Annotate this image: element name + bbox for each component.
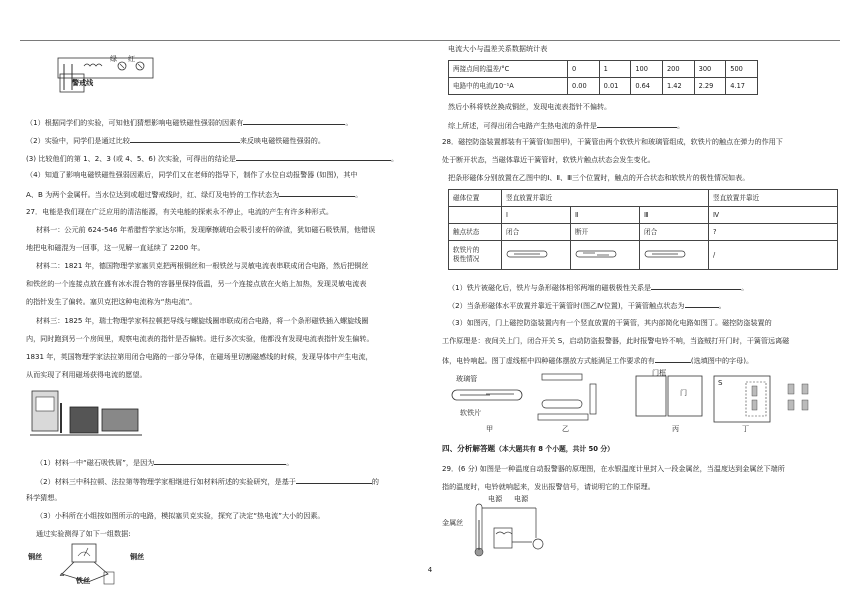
q28-sub1-text: （1）铁片被磁化后，铁片与条形磁体相邻两端的磁极极性关系是	[448, 283, 652, 292]
table-header: 竖直放置并靠近	[709, 190, 838, 207]
q27-title: 27．电能是我们现在广泛应用的清洁能源，有关电能的探索永不停止，电流的产生有许多种形式。	[26, 207, 333, 216]
table-cell: 500	[726, 61, 758, 78]
temperature-alarm-figure	[446, 498, 556, 560]
table-cell: 0.00	[568, 78, 600, 95]
table-cell: 1.42	[662, 78, 694, 95]
header-rule	[20, 40, 840, 41]
q27-sub2-text: （2）材料三中科拉顿、法拉第等物理学家相继进行如材料所述的实验研究，是基于	[36, 477, 296, 486]
q27-sub2-text-end: 的	[371, 477, 379, 486]
material-1b: 地把电和磁混为一回事，这一见解一直延续了 2200 年。	[26, 243, 205, 252]
q29-a: 29．(6 分) 如图是一种温度自动报警器的原理图，在水银温度计里封入一段金属丝，当温度达到金属丝下端所	[442, 464, 785, 473]
q28-c: 把条形磁体分别放置在乙图中的Ⅰ、Ⅱ、Ⅲ三个位置时，触点的开合状态和软铁片的极性情况如表。	[448, 173, 750, 182]
material-3b: 内，同时跑到另一个房间里，观察电流表的指针是否偏转。进行多次实验，他都没有发现电流表指针发生偏转。	[26, 334, 374, 343]
section-4-note: （本大题共有 8 个小题，共计 50 分）	[495, 445, 614, 453]
table-cell: 0.64	[631, 78, 663, 95]
q27-sub1-text: （1）材料一中“磁石吸铁屑”，是因为	[36, 458, 155, 467]
table-cell: 2.29	[694, 78, 726, 95]
table-header: 磁体位置	[449, 190, 502, 207]
reed-switch-table	[448, 189, 838, 270]
table-cell: 电路中的电流/10⁻¹A	[449, 78, 568, 95]
table-cell: Ⅲ	[640, 207, 709, 224]
reed-switch-icon	[644, 249, 686, 259]
q27-sub2	[36, 475, 379, 487]
q28-sub3d-text: (选填图中的字母)。	[690, 356, 754, 365]
table-cell: 闭合	[640, 224, 709, 241]
reed-switch-figures	[446, 370, 838, 430]
fig-label-jia: 甲	[486, 424, 494, 433]
answer-blank[interactable]	[296, 475, 372, 484]
table-cell: 0.01	[599, 78, 631, 95]
material-2b: 和铁丝的一个连接点放在盛有冰水混合物的容器里保持低温，另一个连接点放在火焰上加热，发现灵敏电流表	[26, 279, 367, 288]
table-row	[449, 224, 838, 241]
material-3a: 材料三：1825 年，瑞士物理学家科拉顿把导线与螺旋线圈串联成闭合电路，将一个条形磁铁插入螺旋线圈	[36, 316, 369, 325]
q26-sub3-text: (3) 比较他们的第 1、2、3 (或 4、5、6) 次实验，可得出的结论是	[26, 154, 236, 163]
table-cell: 300	[694, 61, 726, 78]
table-cell: 1	[599, 61, 631, 78]
fig-label-s: S	[718, 378, 723, 387]
table-cell: 闭合	[502, 224, 571, 241]
label-copper-2: 铜丝	[130, 552, 145, 561]
material-3d: 从而实现了利用磁场获得电流的愿望。	[26, 370, 147, 379]
fig-label-door-frame: 门框	[652, 368, 667, 377]
q28-sub1: （1）铁片被磁化后，铁片与条形磁体相邻两端的磁极极性关系是 。	[448, 283, 749, 292]
table-header: 竖直放置并靠近	[502, 190, 709, 207]
section-4-heading: 四、分析解答题	[442, 444, 496, 453]
answer-blank[interactable]	[655, 354, 691, 363]
table-cell	[449, 207, 502, 224]
material-1a: 材料一：公元前 624-546 年希腊哲学家达尔斯，发现摩擦琥珀会吸引麦杆的碎渣，犹如磁石吸铁屑，他错误	[36, 225, 376, 234]
q26-sub1: （1）根据同学们的实验，可知他们猜想影响电磁铁磁性强弱的因素有 。	[26, 118, 353, 127]
q26-sub1-text: （1）根据同学们的实验，可知他们猜想影响电磁铁磁性强弱的因素有	[26, 118, 244, 127]
q27-sub3: （3）小科所在小组按如图所示的电路，模拟塞贝克实验，探究了决定“热电流”大小的因素。	[36, 511, 325, 520]
water-level-alarm-figure	[50, 52, 160, 102]
table-cell: 100	[631, 61, 663, 78]
table-cell: 0	[568, 61, 600, 78]
label-alarm-line: 警戒线	[72, 78, 94, 87]
table-cell: ?	[709, 224, 838, 241]
table-cell: 两接点间的温差/°C	[449, 61, 568, 78]
table-row	[449, 241, 838, 270]
answer-blank[interactable]	[236, 152, 391, 161]
fig-label-ding: 丁	[742, 424, 750, 433]
table-cell	[640, 241, 709, 270]
q26-sub2-text-end: 来反映电磁铁磁性强弱的。	[239, 136, 325, 145]
after-text-2-content: 综上所述，可得出闭合电路产生热电流的条件是	[448, 121, 597, 130]
fig-label-door: 门	[680, 388, 688, 397]
label-power-1: 电源	[488, 494, 503, 503]
material-3c: 1831 年，英国物理学家法拉第用闭合电路的一部分导体，在磁场里切割磁感线的时候，发现导体中产生电流，	[26, 352, 373, 361]
table-row	[449, 78, 758, 95]
q28-sub3a: （3）如图丙，门上磁控防盗装置内有一个竖直放置的干簧管，其内部简化电路如图丁。磁控防盗装置的	[448, 318, 772, 327]
label-red: 红	[128, 54, 136, 63]
q26-sub2-text: （2）实验中，同学们是通过比较	[26, 136, 130, 145]
q29-b: 指的温度时，电铃就响起来，发出报警信号，请说明它的工作原理。	[442, 482, 655, 491]
lab-scene-figure	[30, 389, 142, 441]
label-iron: 铁丝	[76, 576, 91, 585]
q26-sub4b: A、B 为两个金属杆。当水位达到或超过警戒线时，红、绿灯及电铃的工作状态为 。	[26, 190, 363, 199]
q26-sub4b-text: A、B 为两个金属杆。当水位达到或超过警戒线时，红、绿灯及电铃的工作状态为	[26, 190, 280, 199]
reed-switch-icon	[575, 249, 617, 259]
q26-sub4a: （4）知道了影响电磁铁磁性强弱因素后，同学们又在老师的指导下，制作了水位自动报警器 (如图)，其中	[26, 170, 358, 179]
page-number: 4	[427, 566, 433, 574]
table-cell	[571, 241, 640, 270]
reed-switch-icon	[506, 249, 548, 259]
table-cell: Ⅳ	[709, 207, 838, 224]
table-row	[449, 190, 838, 207]
fig-label-yi: 乙	[562, 424, 570, 433]
q27-sub1: （1）材料一中“磁石吸铁屑”，是因为 。	[36, 458, 294, 467]
q26-sub3: (3) 比较他们的第 1、2、3 (或 4、5、6) 次实验，可得出的结论是 。	[26, 154, 399, 163]
label-green: 绿	[110, 54, 118, 63]
table-cell: 断开	[571, 224, 640, 241]
after-text-2: 综上所述，可得出闭合电路产生热电流的条件是 。	[448, 121, 685, 130]
answer-blank[interactable]	[685, 299, 719, 308]
table-cell: 4.17	[726, 78, 758, 95]
answer-blank[interactable]	[597, 119, 677, 128]
q27-sub2-cont: 科学猜想。	[26, 493, 62, 502]
label-copper-1: 铜丝	[28, 552, 43, 561]
temperature-current-table	[448, 60, 758, 95]
answer-blank[interactable]	[651, 281, 741, 290]
q28-sub3c	[442, 354, 753, 366]
table-cell	[449, 241, 502, 270]
table-cell: Ⅰ	[502, 207, 571, 224]
table-row	[449, 207, 838, 224]
table-cell: 200	[662, 61, 694, 78]
fig-label-glass: 玻璃管	[456, 374, 478, 383]
label-metal-wire: 金属丝	[442, 518, 464, 527]
q28-sub3b: 工作原理是：夜间关上门，闭合开关 S，启动防盗报警器，此时报警电铃不响，当盗贼打开门时，干簧管远离磁	[442, 336, 790, 345]
q26-sub2	[26, 134, 325, 146]
material-2c: 的指针发生了偏转。塞贝克把这种电流称为“热电流”。	[26, 297, 197, 306]
table-cell: /	[709, 241, 838, 270]
table-cell	[502, 241, 571, 270]
q28-a: 28．磁控防盗装置都装有干簧管(如图甲)，干簧管由两个软铁片和玻璃管组成，软铁片的触点在弹力的作用下	[442, 137, 783, 146]
section-4-title	[442, 444, 614, 454]
answer-blank[interactable]	[243, 116, 345, 125]
q28-sub3c-text: 体，电铃响起。图丁虚线框中四种磁体摆放方式能满足工作要求的有	[442, 356, 655, 365]
fig-label-bing: 丙	[672, 424, 680, 433]
polarity-label-b: 极性情况	[453, 255, 480, 263]
table-cell: Ⅱ	[571, 207, 640, 224]
q28-sub2-text: （2）当条形磁体水平放置并靠近干簧管时(图乙Ⅳ位置)，干簧管触点状态为	[448, 301, 685, 310]
q28-sub2: （2）当条形磁体水平放置并靠近干簧管时(图乙Ⅳ位置)，干簧管触点状态为 。	[448, 301, 726, 310]
material-2a: 材料二：1821 年，德国物理学家塞贝克把两根铜丝和一根铁丝与灵敏电流表串联成闭合电路，然后把铜丝	[36, 261, 369, 270]
polarity-label-a: 软铁片的	[453, 246, 480, 255]
table-title: 电流大小与温差关系数据统计表	[448, 44, 548, 53]
after-text-1: 然后小科将铁丝换成铜丝，发现电流表指针不偏转。	[448, 102, 612, 111]
answer-blank[interactable]	[130, 134, 240, 143]
label-power-2: 电源	[514, 494, 529, 503]
table-cell: 触点状态	[449, 224, 502, 241]
q27-sub3-cont: 通过实验测得了如下一组数据:	[36, 529, 131, 538]
fig-label-reed: 软铁片	[460, 408, 482, 417]
answer-blank[interactable]	[279, 188, 355, 197]
q28-b: 处于断开状态，当磁体靠近干簧管时，软铁片触点状态会发生变化。	[442, 155, 655, 164]
table-row	[449, 61, 758, 78]
answer-blank[interactable]	[154, 456, 286, 465]
